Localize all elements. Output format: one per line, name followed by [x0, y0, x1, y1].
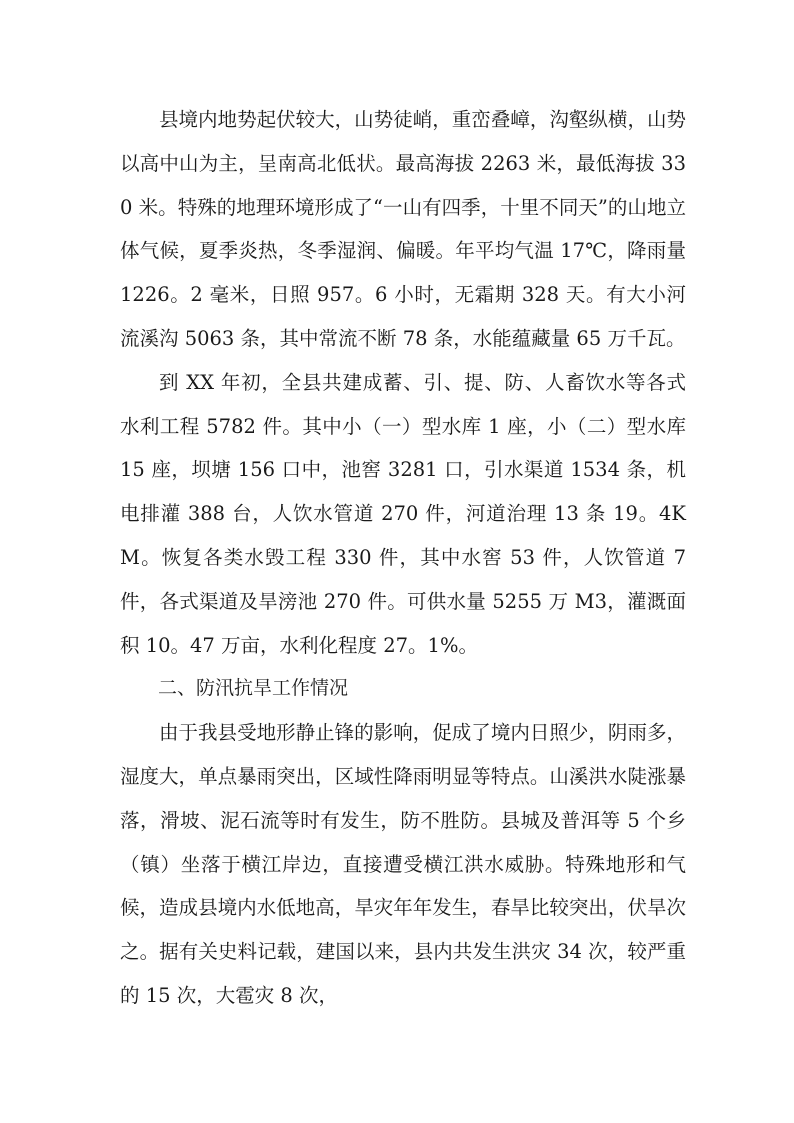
paragraph-flood-drought: 由于我县受地形静止锋的影响，促成了境内日照少，阴雨多，湿度大，单点暴雨突出，区域性降雨明显等特点。山溪洪水陡涨暴落，滑坡、泥石流等时有发生，防不胜防。县城及普洱等 5 个乡（镇）坐落于横江岸边，直接遭受横江洪水威胁。特殊地形和气候，造成县境内水低地高，旱灾年年发生，春旱比较突出，伏旱次之。据有关史料记载，建国以来，县内共发生洪灾 34 次，较严重的 15 次，大雹灾 8 次，: [120, 721, 686, 1007]
document-body: [120, 98, 686, 1018]
section-heading: 二、防汛抗旱工作情况: [158, 677, 349, 700]
paragraph-water-projects: 到 XX 年初，全县共建成蓄、引、提、防、人畜饮水等各式水利工程 5782 件。其中小（一）型水库 1 座，小（二）型水库 15 座，坝塘 156 口中，池窖 3281 口，引水渠道 1534 条，机电排灌 388 台，人饮水管道 270 件，河道治理 13 条 19。4KM。恢复各类水毁工程 330 件，其中水窖 53 件，人饮管道 7 件，各式渠道及旱滂池 270 件。可供水量 5255 万 M3，灌溉面积 10。47 万亩，水利化程度 27。1%。: [120, 370, 686, 657]
paragraph-terrain-climate: 县境内地势起伏较大，山势徒峭，重峦叠嶂，沟壑纵横，山势以高中山为主，呈南高北低状。最高海拔 2263 米，最低海拔 330 米。特殊的地理环境形成了“一山有四季，十里不同天”的山地立体气候，夏季炎热，冬季湿润、偏暖。年平均气温 17℃，降雨量 1226。2 毫米，日照 957。6 小时，无霜期 328 天。有大小河流溪沟 5063 条，其中常流不断 78 条，水能蕴藏量 65 万千瓦。: [120, 108, 686, 350]
